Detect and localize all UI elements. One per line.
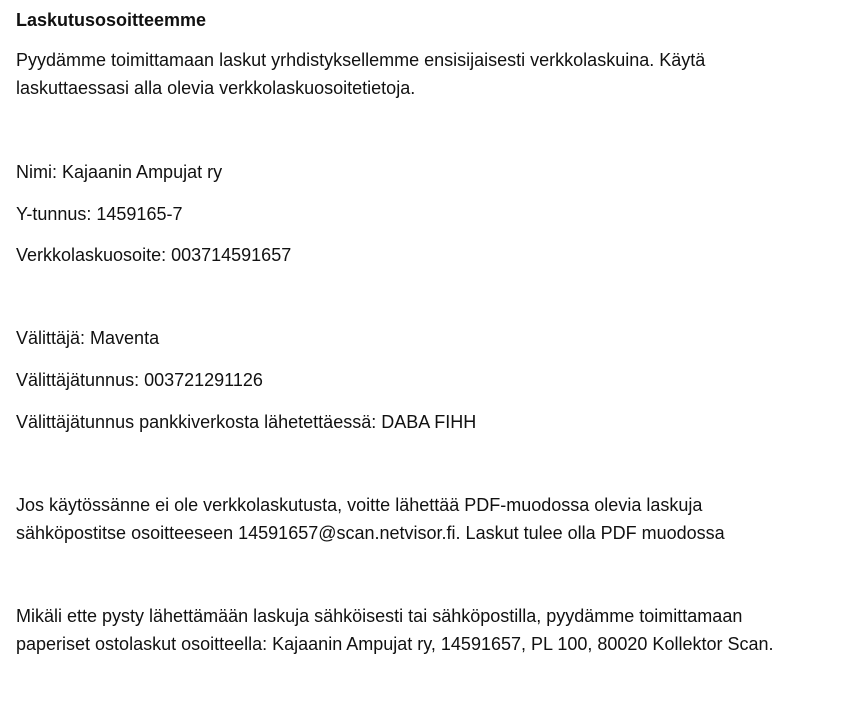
business-id: Y-tunnus: 1459165-7 — [16, 204, 183, 224]
company-name: Nimi: Kajaanin Ampujat ry — [16, 162, 223, 182]
einvoice-address: Verkkolaskuosoite: 003714591657 — [16, 245, 292, 265]
page-title: Laskutusosoitteemme — [16, 10, 207, 30]
operator-name: Välittäjä: Maventa — [16, 328, 160, 348]
operator-id: Välittäjätunnus: 003721291126 — [16, 370, 263, 390]
intro-paragraph: Pyydämme toimittamaan laskut yrhdistyksellemme ensisijaisesti verkkolaskuina. Käytä laskuttaessasi alla olevia verkkolaskuosoitetietoja. — [16, 50, 706, 98]
paper-note-paragraph: Mikäli ette pysty lähettämään laskuja sähköisesti tai sähköpostilla, pyydämme toimittamaan paperiset ostolaskut osoitteella: Kajaanin Ampujat ry, 14591657, PL 100, 80020 Kollektor Scan. — [16, 606, 774, 654]
email-note-paragraph: Jos käytössänne ei ole verkkolaskutusta, voitte lähettää PDF-muodossa olevia laskuja sähköpostitse osoitteeseen 14591657@scan.netvisor.fi. Laskut tulee olla PDF muodossa — [16, 495, 725, 543]
bank-network-id: Välittäjätunnus pankkiverkosta lähetettäessä: DABA FIHH — [16, 412, 477, 432]
